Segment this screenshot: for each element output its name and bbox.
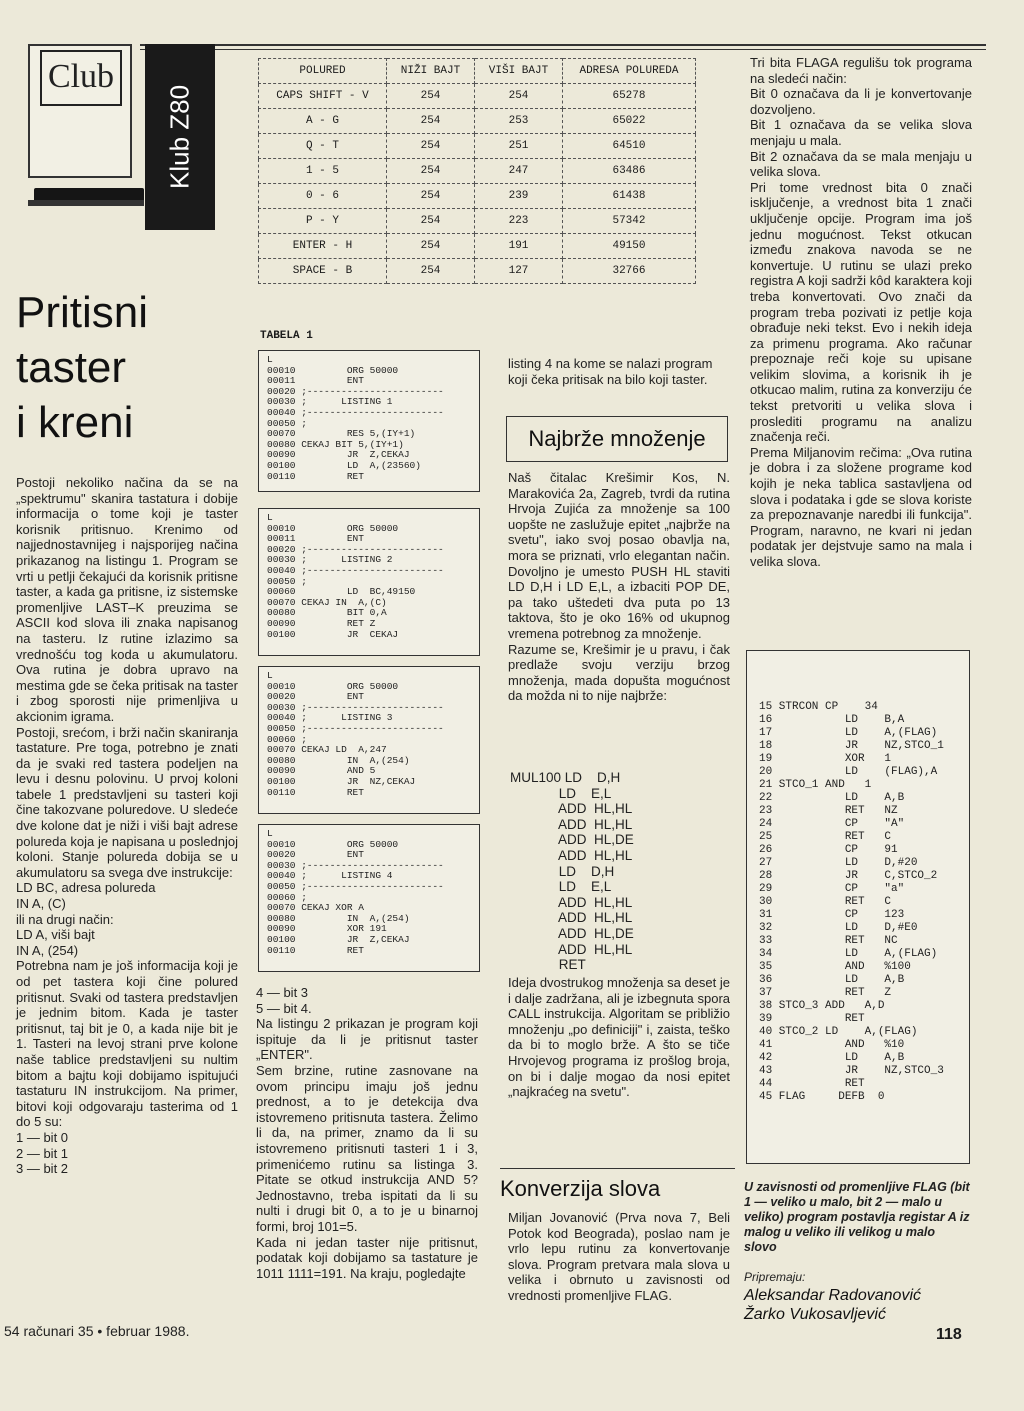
strcon-listing: 15 STRCON CP 34 16 LD B,A 17 LD A,(FLAG) 18 JR NZ,STCO_1 19 XOR 1 20 LD (FLAG),A 21 STCO_1 AND 1 22 LD A,B 23 RET NZ 24 CP "A" 25 RET C 26 CP 91 27 LD D,#20 28 JR C,STCO_2 29 CP "a" 30 RET C 31 CP 123 32 LD D,#E0 33 RET NC 34 LD A,(FLAG) 35 AND %100 36 LD A,B 37 RET Z 38 STCO_3 ADD A,D 39 RET 40 STCO_2 LD A,(FLAG) 41 AND %10 42 LD A,B 43 JR NZ,STCO_3 44 RET 45 FLAG DEFB 0	[746, 650, 970, 1164]
table-cell: 191	[475, 234, 563, 259]
header-cell: VIŠI BAJT	[475, 59, 563, 84]
header-cell: POLURED	[259, 59, 387, 84]
table-row	[259, 84, 696, 109]
table-cell: 57342	[563, 209, 696, 234]
footer-left: 54 računari 35 • februar 1988.	[4, 1323, 190, 1339]
table-row	[259, 259, 696, 284]
listing-3: L 00010 ORG 50000 00020 ENT 00030 ;------------------------ 00040 ; LISTING 3 00050 ;------------------------ 00060 ; 00070 CEKAJ LD A,247 00080 IN A,(254) 00090 AND 5 00100 JR NZ,CEKAJ 00110 RET	[258, 666, 480, 814]
table-cell: 254	[387, 209, 475, 234]
article-col3-top: listing 4 na kome se nalazi program koji čeka pritisak na bilo koji taster.	[508, 356, 713, 387]
table-row	[259, 159, 696, 184]
author-2: Žarko Vukosavljević	[744, 1306, 886, 1323]
table-cell: 49150	[563, 234, 696, 259]
table-cell: A - G	[259, 109, 387, 134]
table-cell: Q - T	[259, 134, 387, 159]
table-cell: 254	[387, 134, 475, 159]
table-row	[259, 234, 696, 259]
listing-caption: U zavisnosti od promenljive FLAG (bit 1 — veliko u malo, bit 2 — malo u veliko) program postavlja registar A iz malog u veliko ili velikog u malo slovo	[744, 1180, 970, 1254]
header-cell: NIŽI BAJT	[387, 59, 475, 84]
top-rule	[140, 44, 986, 46]
table-cell: 64510	[563, 134, 696, 159]
header-cell: ADRESA POLUREDA	[563, 59, 696, 84]
table-cell: 247	[475, 159, 563, 184]
club-logo: Club	[40, 50, 122, 106]
table-1	[258, 58, 696, 284]
page-number: 118	[936, 1326, 962, 1343]
najbrze-text: Naš čitalac Krešimir Kos, N. Marakovića 2a, Zagreb, tvrdi da rutina Hrvoja Zujića za množenje sa 100 uopšte ne zaslužuje epitet „najbrže na svetu", iako svoj posao obavlja na, mora se priznati, vrlo elegantan način. Dovoljno je umesto PUSH HL staviti LD D,H i LD E,L, a izbaciti POP DE, pa tako uštedeti dva puta po 13 taktova, što je oko 16% od ukupnog vremena potrebnog za množenje. Razume se, Krešimir je u pravu, i čak predlaže svoju verziju brzog množenja, mada dopušta mogućnost da možda ni to nije najbrže:	[508, 470, 730, 704]
table-cell: 32766	[563, 259, 696, 284]
table-row	[259, 184, 696, 209]
article-col4: Tri bita FLAGA regulišu tok programa na sledeći način: Bit 0 označava da li je konvertovanje dozvoljeno. Bit 1 označava da se velika slova menjaju u mala. Bit 2 označava da se mala menjaju u velika slova. Pri tome vrednost bita 0 znači isključenje, a vrednost bita 1 znači uključenje opcije. Program ima još jednu mogućnost. Tekst otkucan između znakova navoda se ne konvertuje. U rutinu se ulazi preko registra A koji sadrži kôd karaktera koji treba konvertovati. Ovo znači da program treba pozivati iz petlje koja obrađuje neki tekst. Evo i nekih ideja za primenu programa. Ako računar prepoznaje reči koje su upisane velikim slovima, a korisnik ih je otkucao malim, rutina za konverziju će tekst pretvoriti u velika slova i proslediti programu na analizu značenja reči. Prema Miljanovim rečima: „Ova rutina je dobra i za složene programe kod kojih je neka tablica sastavljena od slova i podataka i gde se slova koriste za prepoznavanje naredbi ili funkcija". Program, naravno, ne kvari ni jedan podatak jer dejstvuje samo na mala i velika slova.	[750, 55, 972, 569]
table-cell: 239	[475, 184, 563, 209]
top-rule-thin	[140, 49, 986, 50]
table-cell: ENTER - H	[259, 234, 387, 259]
table-cell: 253	[475, 109, 563, 134]
authors	[744, 1286, 921, 1324]
table-cell: 254	[387, 84, 475, 109]
pripremaju-label: Pripremaju:	[744, 1270, 806, 1284]
table-cell: 254	[387, 259, 475, 284]
mul100-code: MUL100 LD D,H LD E,L ADD HL,HL ADD HL,HL ADD HL,DE ADD HL,HL LD D,H LD E,L ADD HL,HL ADD HL,HL ADD HL,DE ADD HL,HL RET	[510, 770, 634, 973]
table-cell: 63486	[563, 159, 696, 184]
table-cell: 65278	[563, 84, 696, 109]
article-col2: 4 — bit 3 5 — bit 4. Na listingu 2 prikazan je program koji ispituje da li je pritisnut taster „ENTER". Sem brzine, rutine zasnovane na ovom principu imaju još jednu prednost, a to je detekcija dva istovremeno pritisnuta tastera. Želimo li da, na primer, znamo da li su istovremeno pritisnuti tasteri 1 i 3, primenićemo rutinu sa listinga 3. Pitate se otkud instrukcija AND 5? Jednostavno, treba ispitati da li su nulti i drugi bit 0, a to je u binarnoj formi, broj 101=5. Kada ni jedan taster nije pritisnut, podatak koji dobijamo sa tastature je 1011 1111=191. Na kraju, pogledajte	[256, 985, 478, 1281]
najbrze-text-2: Ideja dvostrukog množenja sa deset je i dalje zadržana, ali je izbegnuta spora CALL instrukcija. Algoritam se približio množenju „po definiciji" i, zaista, teško da bi to moglo brže. A što se tiče Hrvojevog programa iz prošlog broja, on bi i dalje mogao da nosi epitet „najkraćeg na svetu".	[508, 975, 730, 1100]
title-line-1: Pritisni	[16, 288, 149, 337]
table-row	[259, 134, 696, 159]
section-label: Klub Z80	[164, 84, 195, 190]
table-cell: P - Y	[259, 209, 387, 234]
computer-base-edge	[28, 200, 144, 206]
konverzija-heading: Konverzija slova	[500, 1176, 661, 1201]
table-cell: 1 - 5	[259, 159, 387, 184]
table-cell: 254	[475, 84, 563, 109]
table-cell: 61438	[563, 184, 696, 209]
table-row	[259, 109, 696, 134]
najbrze-heading: Najbrže množenje	[528, 426, 706, 451]
title-line-2: taster	[16, 343, 127, 392]
konverzija-rule	[500, 1168, 735, 1169]
konverzija-text: Miljan Jovanović (Prva nova 7, Beli Potok kod Beograda), poslao nam je vrlo lepu rutinu za konvertovanje slova. Program pretvara mala slova u velika i obrnuto u zavisnosti od vrednosti promenljive FLAG.	[508, 1210, 730, 1303]
table-cell: 223	[475, 209, 563, 234]
table-cell: 254	[387, 159, 475, 184]
table-cell: 0 - 6	[259, 184, 387, 209]
table-cell: 127	[475, 259, 563, 284]
article-col1: Postoji nekoliko načina da se na „spektrumu" skanira tastatura i dobije informacija o tome koji je taster korisnik pritisnuo. Krenimo od najjednostavnijeg i najsporijeg načina prikazanog na listingu 1. Program se vrti u petlji čekajući da korisnik pritisne taster, a kada ga pritisne, iz sistemske promenljive LAST–K preuzima se ASCII kod slova ili znaka napisanog na tasteru. Iz rutine izlazimo sa vrednošću tog koda u akumulatoru. Ova rutina je dobra upravo na mestima gde se čeka pritisak na taster i zbog sporosti nije primenljiva u akcionim igrama. Postoji, srećom, i brži način skaniranja tastature. Pre toga, potrebno je znati da je svaki red tastera podeljen na levu i desnu polovinu. U prvoj koloni tabele 1 predstavljeni su tasteri koji čine takozvane poluredove. U sledeće dve kolone dat je niži i viši bajt adrese polureda koja je napisana u poslednjoj koloni. Stanje polureda dobija se u akumulatoru sa svega dve instrukcije: LD BC, adresa polureda IN A, (C) ili na drugi način: LD A, viši bajt IN A, (254) Potrebna nam je još informacija koji je od pet tastera koji čine polured pritisnut. Svaki od tastera predstavljen je jednim bitom. Kada je taster pritisnut, taj bit je 0, a kada nije bit je 1. Tasteri na levoj strani prve kolone naše tablice predstavljeni su nultim bitom a bajtu koji dobijamo ispitujući tastaturu IN instrukcijom. Na primer, bitovi koji odgovaraju tasterima od 1 do 5 su: 1 — bit 0 2 — bit 1 3 — bit 2	[16, 475, 238, 1177]
title-line-3: i kreni	[16, 398, 134, 447]
article-title	[16, 285, 148, 450]
najbrze-heading-box	[506, 416, 728, 462]
listing-4: L 00010 ORG 50000 00020 ENT 00030 ;------------------------ 00040 ; LISTING 4 00050 ;------------------------ 00060 ; 00070 CEKAJ XOR A 00080 IN A,(254) 00090 XOR 191 00100 JR Z,CEKAJ 00110 RET	[258, 824, 480, 972]
table-header-row	[259, 59, 696, 84]
table-cell: SPACE - B	[259, 259, 387, 284]
table-cell: 254	[387, 109, 475, 134]
table-cell: 65022	[563, 109, 696, 134]
author-1: Aleksandar Radovanović	[744, 1287, 921, 1304]
listing-2: L 00010 ORG 50000 00011 ENT 00020 ;------------------------ 00030 ; LISTING 2 00040 ;------------------------ 00050 ; 00060 LD BC,49150 00070 CEKAJ IN A,(C) 00080 BIT 0,A 00090 RET Z 00100 JR CEKAJ	[258, 508, 480, 656]
table-cell: CAPS SHIFT - V	[259, 84, 387, 109]
table-cell: 251	[475, 134, 563, 159]
table-cell: 254	[387, 234, 475, 259]
listing-1: L 00010 ORG 50000 00011 ENT 00020 ;------------------------ 00030 ; LISTING 1 00040 ;------------------------ 00050 ; 00070 RES 5,(IY+1) 00080 CEKAJ BIT 5,(IY+1) 00090 JR Z,CEKAJ 00100 LD A,(23560) 00110 RET	[258, 350, 480, 492]
table-caption: TABELA 1	[260, 330, 313, 342]
table-row	[259, 209, 696, 234]
table-cell: 254	[387, 184, 475, 209]
